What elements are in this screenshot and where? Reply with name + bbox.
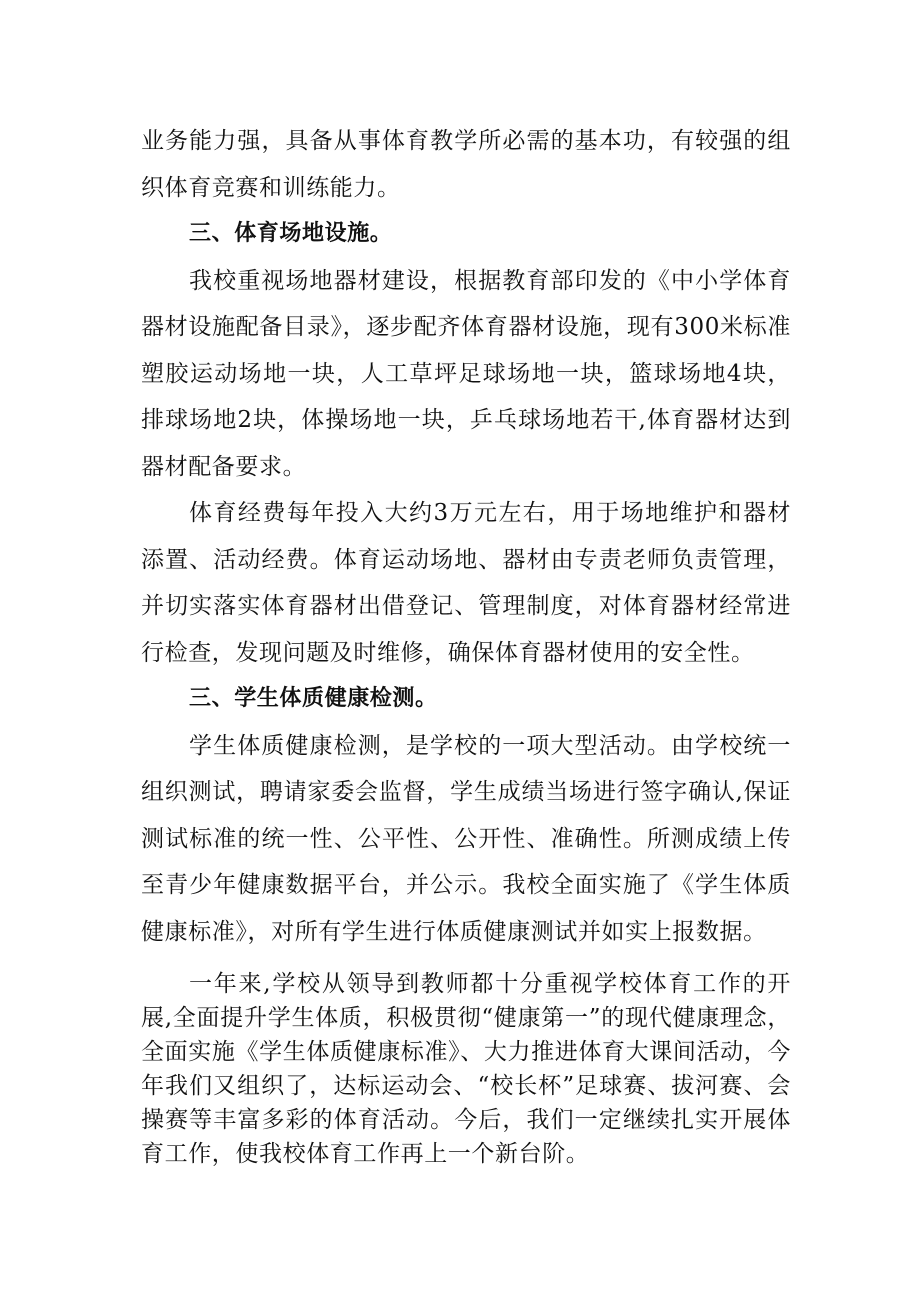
paragraph-funding: 体育经费每年投入大约3万元左右，用于场地维护和器材添置、活动经费。体育运动场地、器材由专责老师负责管理，并切实落实体育器材出借登记、管理制度，对体育器材经常进行检查，发现问题及时维修，确保体育器材使用的安全性。: [141, 500, 791, 666]
document-page: [141, 118, 791, 1171]
paragraph-health-testing: 学生体质健康检测，是学校的一项大型活动。由学校统一组织测试，聘请家委会监督，学生成绩当场进行签字确认,保证测试标准的统一性、公平性、公开性、准确性。所测成绩上传至青少年健康数据平台，并公示。我校全面实施了《学生体质健康标准》，对所有学生进行体质健康测试并如实上报数据。: [141, 732, 791, 945]
paragraph-continuation: 业务能力强，具备从事体育教学所必需的基本功，有较强的组织体育竞赛和训练能力。: [141, 128, 791, 201]
section-heading-health: 三、学生体质健康检测。: [189, 686, 438, 711]
paragraph-facilities: 我校重视场地器材建设，根据教育部印发的《中小学体育器材设施配备目录》，逐步配齐体育器材设施，现有300米标准塑胶运动场地一块，人工草坪足球场地一块，篮球场地4块，排球场地2块，体操场地一块，乒乓球场地若干,体育器材达到器材配备要求。: [141, 267, 791, 480]
section-heading-facilities: 三、体育场地设施。: [189, 221, 393, 246]
paragraph-summary: 一年来,学校从领导到教师都十分重视学校体育工作的开展,全面提升学生体质，积极贯彻“健康第一”的现代健康理念，全面实施《学生体质健康标准》、大力推进体育大课间活动，今年我们又组织了，达标运动会、“校长杯”足球赛、拔河赛、会操赛等丰富多彩的体育活动。今后，我们一定继续扎实开展体育工作，使我校体育工作再上一个新台阶。: [141, 971, 791, 1167]
